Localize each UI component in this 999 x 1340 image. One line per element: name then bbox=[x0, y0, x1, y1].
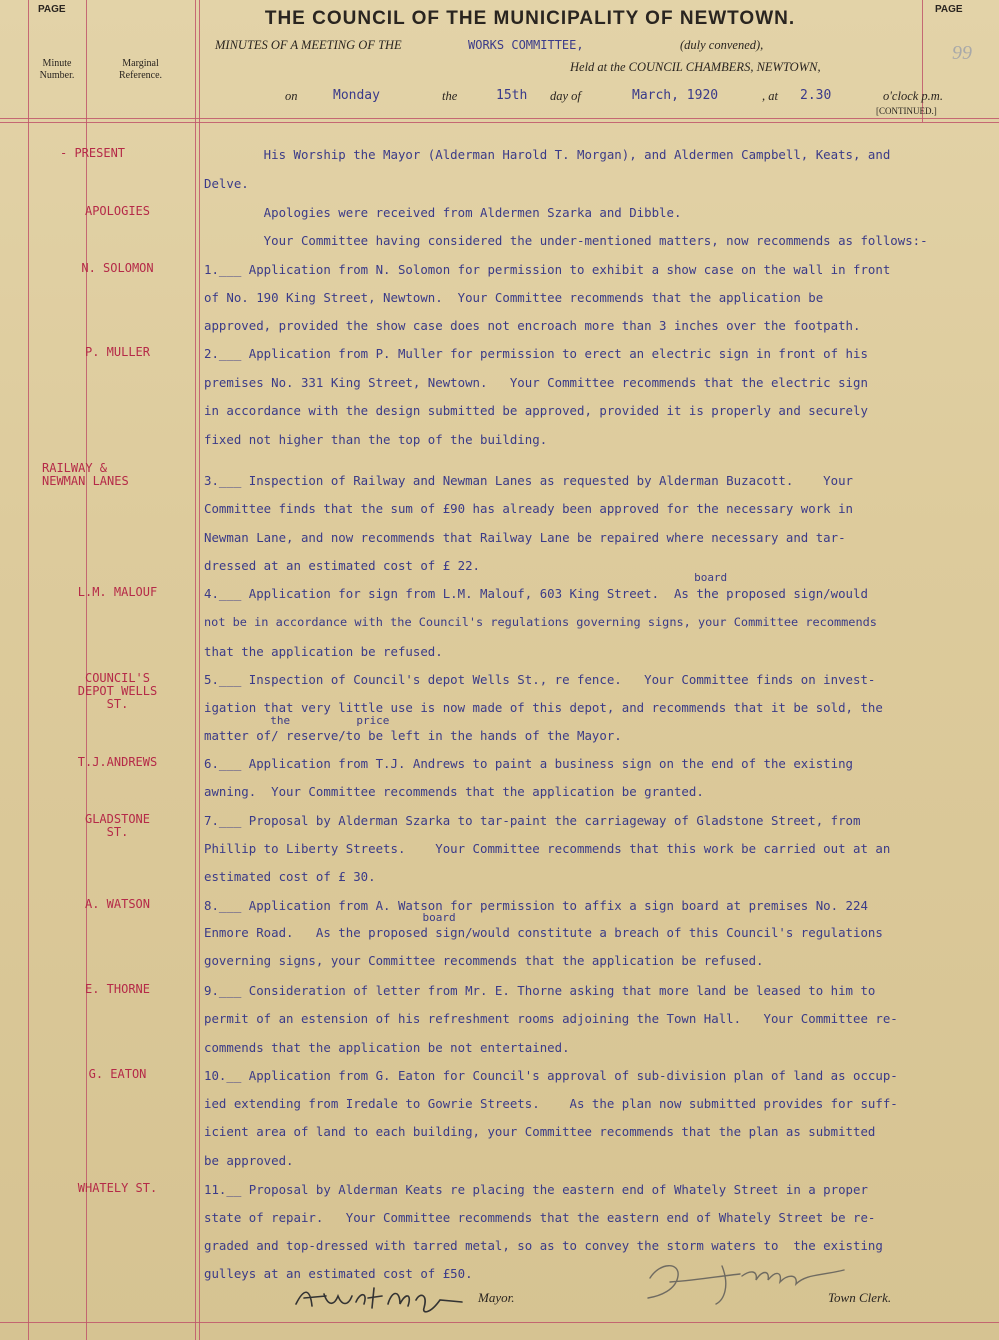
body-line: 4.___ Application for sign from L.M. Malouf, 603 King Street. As the proposed sign/would bbox=[204, 586, 868, 601]
rule-header-1 bbox=[0, 118, 999, 119]
mayor-signature bbox=[290, 1282, 470, 1316]
margin-ref-item-10: G. EATON bbox=[88, 1067, 147, 1081]
margin-ref-present: - PRESENT bbox=[60, 146, 126, 160]
margin-ref-item-1: N. SOLOMON bbox=[81, 261, 154, 275]
margin-ref-item-3: RAILWAY & NEWMAN LANES bbox=[42, 461, 129, 488]
body-line: 7.___ Proposal by Alderman Szarka to tar-paint the carriageway of Gladstone Street, from bbox=[204, 813, 861, 828]
rule-header-2 bbox=[0, 122, 999, 123]
body-line: igation that very little use is now made of this depot, and recommends that it be sold, the bbox=[204, 700, 883, 715]
rule-left-2 bbox=[86, 0, 87, 1340]
body-line: 8.___ Application from A. Watson for permission to affix a sign board at premises No. 224 bbox=[204, 898, 868, 913]
body-line: Newman Lane, and now recommends that Railway Lane be repaired where necessary and tar- bbox=[204, 530, 846, 545]
at-label: , at bbox=[762, 89, 778, 103]
body-line: dressed at an estimated cost of £ 22. bbox=[204, 558, 481, 573]
meeting-day: 15th bbox=[496, 88, 528, 103]
council-title: THE COUNCIL OF THE MUNICIPALITY OF NEWTOWN. bbox=[264, 8, 796, 29]
body-line: premises No. 331 King Street, Newtown. Your Committee recommends that the electric sign bbox=[204, 375, 868, 390]
body-line: 6.___ Application from T.J. Andrews to paint a business sign on the end of the existing bbox=[204, 756, 854, 771]
margin-ref-item-2: P. MULLER bbox=[84, 345, 151, 359]
margin-ref-apologies: APOLOGIES bbox=[84, 204, 151, 218]
body-line: 9.___ Consideration of letter from Mr. E. Thorne asking that more land be leased to him to bbox=[204, 983, 876, 998]
body-line: 1.___ Application from N. Solomon for permission to exhibit a show case on the wall in front bbox=[204, 262, 891, 277]
page-number: 99 bbox=[952, 42, 972, 64]
body-line: graded and top-dressed with tarred metal, so as to convey the storm waters to the existing bbox=[204, 1238, 883, 1253]
meeting-month-year: March, 1920 bbox=[632, 88, 719, 103]
meeting-time: 2.30 bbox=[800, 88, 832, 103]
continued-label: [CONTINUED.] bbox=[876, 106, 937, 116]
margin-ref-item-9: E. THORNE bbox=[84, 982, 151, 996]
body-line: commends that the application be not entertained. bbox=[204, 1040, 570, 1055]
body-line: state of repair. Your Committee recommends that the eastern end of Whately Street be re- bbox=[204, 1210, 876, 1225]
body-line: 2.___ Application from P. Muller for permission to erect an electric sign in front of his bbox=[204, 346, 868, 361]
body-line-insert: the price bbox=[204, 714, 390, 727]
minutes-of-label: MINUTES OF A MEETING OF THE bbox=[215, 38, 402, 52]
duly-convened-label: (duly convened), bbox=[680, 38, 764, 52]
held-at-label: Held at the COUNCIL CHAMBERS, NEWTOWN, bbox=[570, 60, 821, 74]
body-line: Committee finds that the sum of £90 has already been approved for the necessary work in bbox=[204, 501, 854, 516]
the-label: the bbox=[442, 89, 458, 103]
rule-left-1 bbox=[28, 0, 29, 1340]
body-line: His Worship the Mayor (Alderman Harold T. Morgan), and Aldermen Campbell, Keats, and bbox=[204, 147, 891, 162]
body-line: not be in accordance with the Council's regulations governing signs, your Committee recommends bbox=[204, 615, 877, 629]
page-label-left: PAGE bbox=[38, 4, 66, 15]
body-line: fixed not higher than the top of the building. bbox=[204, 432, 548, 447]
body-line: 5.___ Inspection of Council's depot Wells St., re fence. Your Committee finds on invest- bbox=[204, 672, 876, 687]
column-head-minute: Minute Number. bbox=[39, 58, 75, 81]
body-line: estimated cost of £ 30. bbox=[204, 869, 376, 884]
margin-ref-item-7: GLADSTONE ST. bbox=[84, 812, 151, 839]
rule-bottom bbox=[0, 1322, 999, 1323]
body-line: gulleys at an estimated cost of £50. bbox=[204, 1266, 473, 1281]
margin-ref-item-4: L.M. MALOUF bbox=[77, 585, 158, 599]
town-clerk-signature bbox=[630, 1256, 860, 1312]
body-line: 10.__ Application from G. Eaton for Council's approval of sub-division plan of land as occup- bbox=[204, 1068, 898, 1083]
rule-margin-2 bbox=[199, 0, 200, 1340]
margin-ref-item-5: COUNCIL'S DEPOT WELLS ST. bbox=[77, 671, 158, 711]
committee-name: WORKS COMMITTEE, bbox=[468, 38, 584, 52]
margin-ref-item-8: A. WATSON bbox=[84, 897, 151, 911]
body-line: permit of an estension of his refreshment rooms adjoining the Town Hall. Your Committee re- bbox=[204, 1011, 898, 1026]
body-line: be approved. bbox=[204, 1153, 294, 1168]
body-line: Apologies were received from Aldermen Szarka and Dibble. bbox=[204, 205, 682, 220]
body-line: 3.___ Inspection of Railway and Newman Lanes as requested by Alderman Buzacott. Your bbox=[204, 473, 854, 488]
margin-ref-item-6: T.J.ANDREWS bbox=[77, 755, 158, 769]
town-clerk-role-label: Town Clerk. bbox=[828, 1290, 892, 1305]
body-line: in accordance with the design submitted be approved, provided it is properly and securely bbox=[204, 403, 868, 418]
margin-ref-item-11: WHATELY ST. bbox=[77, 1181, 158, 1195]
mayor-role-label: Mayor. bbox=[478, 1290, 515, 1305]
body-line: governing signs, your Committee recommends that the application be refused. bbox=[204, 953, 764, 968]
day-of-label: day of bbox=[550, 89, 581, 103]
column-head-marginal: Marginal Reference. bbox=[118, 58, 163, 81]
body-line: approved, provided the show case does not encroach more than 3 inches over the footpath. bbox=[204, 318, 861, 333]
body-line: Your Committee having considered the under-mentioned matters, now recommends as follows:- bbox=[204, 233, 928, 248]
meeting-weekday: Monday bbox=[333, 88, 380, 103]
body-line: icient area of land to each building, your Committee recommends that the plan as submitted bbox=[204, 1124, 876, 1139]
body-line: ied extending from Iredale to Gowrie Streets. As the plan now submitted provides for suff- bbox=[204, 1096, 898, 1111]
oclock-label: o'clock p.m. bbox=[883, 89, 943, 103]
on-label: on bbox=[285, 89, 298, 103]
body-line: awning. Your Committee recommends that the application be granted. bbox=[204, 784, 704, 799]
body-line: of No. 190 King Street, Newtown. Your Committee recommends that the application be bbox=[204, 290, 824, 305]
body-line: 11.__ Proposal by Alderman Keats re placing the eastern end of Whately Street in a proper bbox=[204, 1182, 868, 1197]
rule-margin-1 bbox=[195, 0, 196, 1340]
body-line: matter of/ reserve/to be left in the hands of the Mayor. bbox=[204, 728, 622, 743]
body-line: Phillip to Liberty Streets. Your Committee recommends that this work be carried out at an bbox=[204, 841, 891, 856]
body-line-insert: board bbox=[204, 911, 456, 924]
page-label-right: PAGE bbox=[935, 4, 963, 15]
body-line: Delve. bbox=[204, 176, 249, 191]
body-line: that the application be refused. bbox=[204, 644, 443, 659]
body-line: Enmore Road. As the proposed sign/would constitute a breach of this Council's regulations bbox=[204, 925, 883, 940]
body-line-insert: board bbox=[204, 571, 728, 584]
